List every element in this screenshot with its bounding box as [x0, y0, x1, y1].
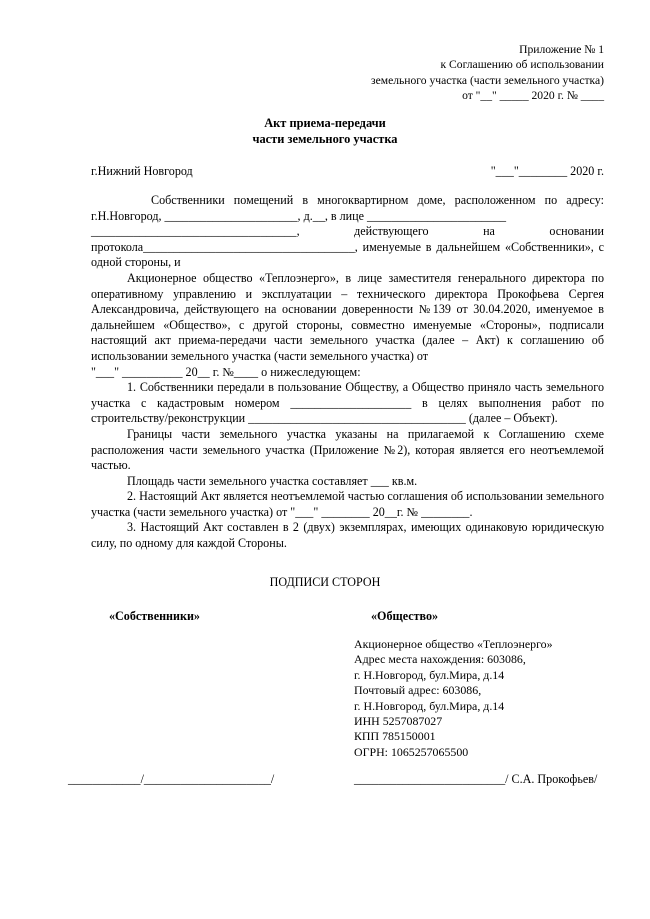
- signatures-title: ПОДПИСИ СТОРОН: [269, 575, 381, 589]
- party-company: «Общество»: [371, 609, 439, 623]
- appendix-line: Приложение № 1: [519, 43, 604, 56]
- paragraph-owners-cont: __________________________________, действующего на основании протокола___________________________________, именуемые в дальнейшем «Собственники», с одной стороны, и: [91, 224, 604, 270]
- appendix-line: от "__" _____ 2020 г. № ____: [462, 89, 604, 103]
- owners-signature-line: ____________/_____________________/: [68, 772, 275, 786]
- paragraph-item-3: 3. Настоящий Акт составлен в 2 (двух) экземплярах, имеющих одинаковую юридическую силу, по одному для каждой Стороны.: [91, 520, 604, 551]
- paragraph-area: Площадь части земельного участка составляет ___ кв.м.: [127, 473, 418, 488]
- title-line: Акт приема-передачи: [264, 116, 386, 130]
- city: г.Нижний Новгород: [91, 164, 193, 178]
- party-owners: «Собственники»: [109, 609, 200, 623]
- company-detail-line: ОГРН: 1065257065500: [354, 744, 469, 759]
- appendix-header: [371, 42, 604, 104]
- paragraph-company-end: "___" __________ 20__ г. №____ о нижеследующем:: [91, 364, 361, 379]
- company-detail-line: г. Н.Новгород, бул.Мира, д.14: [354, 667, 505, 682]
- paragraph-item-2: 2. Настоящий Акт является неотъемлемой частью соглашения об использовании земельного участка (части земельного участка) от "___" ________ 20__г. № ________.: [91, 489, 604, 519]
- document-body: [91, 193, 604, 552]
- paragraph-borders: Границы части земельного участка указаны на прилагаемой к Соглашению схеме расположения части земельного участка (Приложение №2), которая является его неотъемлемой частью.: [91, 426, 604, 473]
- company-details: [354, 637, 553, 760]
- paragraph-owners: Собственники помещений в многоквартирном доме, расположенном по адресу: г.Н.Новгород, ______________________, д.__, в лице _______________________: [91, 193, 604, 223]
- company-detail-line: КПП 785150001: [354, 729, 436, 744]
- title-line: части земельного участка: [252, 131, 398, 146]
- appendix-line: земельного участка (части земельного участка): [371, 73, 604, 87]
- company-detail-line: Почтовый адрес: 603086,: [354, 683, 482, 698]
- appendix-line: к Соглашению об использовании: [440, 58, 604, 72]
- company-detail-line: ИНН 5257087027: [354, 714, 443, 729]
- document-title: [0, 116, 650, 147]
- company-signature-line: _________________________/ С.А. Прокофьев/: [354, 772, 598, 786]
- paragraph-company: Акционерное общество «Теплоэнерго», в лице заместителя генерального директора по оперативному управлению и эксплуатации – технического директора Прокофьева Сергея Александровича, действующего на основании доверенности №139 от 30.04.2020, именуемое в дальнейшем «Общество», с другой стороны, совместно именуемые «Стороны», подписали настоящий акт приема-передачи части земельного участка (далее – Акт) к соглашению об использовании земельного участка (части земельного участка) от: [91, 270, 604, 363]
- company-detail-line: Акционерное общество «Теплоэнерго»: [354, 637, 553, 651]
- company-detail-line: Адрес места нахождения: 603086,: [354, 652, 526, 667]
- company-detail-line: г. Н.Новгород, бул.Мира, д.14: [354, 698, 505, 713]
- paragraph-item-1: 1. Собственники передали в пользование Обществу, а Общество приняло часть земельного участка с кадастровым номером ____________________ в целях выполнения работ по строительству/реконструкции ____________________________________ (далее – Объект).: [91, 380, 604, 426]
- document-date: "___"________ 2020 г.: [490, 164, 604, 178]
